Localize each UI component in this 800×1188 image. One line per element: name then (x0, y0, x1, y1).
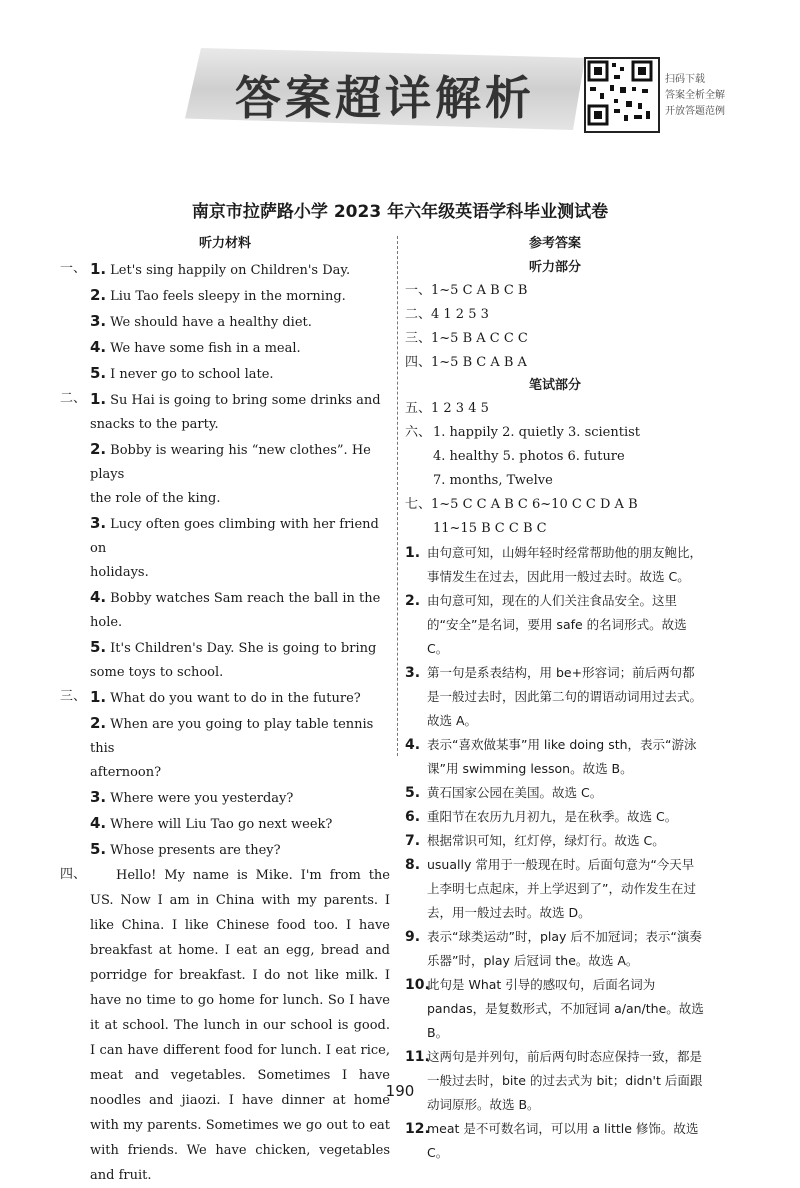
exam-title: 南京市拉萨路小学 2023 年六年级英语学科毕业测试卷 (191, 202, 609, 222)
explanation-item: 2. 由句意可知，现在的人们关注食品安全。这里的“安全”是名词，要用 safe 的名词形式。故选 C。 (405, 593, 687, 656)
list-item: 4. Bobby watches Sam reach the ball in the (90, 588, 381, 606)
answer-section-7: 七、1~5 C C A B C 6~10 C C D A B (405, 497, 638, 512)
answer-line: 4. healthy 5. photos 6. future (433, 449, 625, 464)
explanation-item: 7. 根据常识可知，红灯停，绿灯行。故选 C。 (405, 833, 665, 849)
section-4 (60, 863, 390, 1188)
answer-section-1: 一、1~5 C A B C B (405, 283, 528, 298)
list-item: 3. We should have a healthy diet. (90, 312, 312, 330)
list-item: 5. Whose presents are they? (90, 840, 281, 858)
section-3 (60, 685, 390, 863)
section-mark: 四、 (60, 867, 87, 882)
answer-key-heading: 参考答案 (528, 236, 581, 251)
list-item: 5. I never go to school late. (90, 364, 274, 382)
section-mark: 二、 (60, 391, 87, 406)
section-2 (60, 387, 390, 685)
answer-section-2: 二、4 1 2 5 3 (405, 307, 489, 322)
list-item-continued: snacks to the party. (90, 417, 219, 432)
answer-section-7-continued: 11~15 B C C B C (433, 521, 547, 536)
list-item-continued: some toys to school. (90, 665, 224, 680)
qr-caption-line2: 答案全析全解 (665, 90, 725, 101)
listening-part-heading: 听力部分 (528, 260, 581, 275)
answer-section-3: 三、1~5 B A C C C (405, 331, 528, 346)
list-item-continued: afternoon? (90, 765, 162, 780)
listening-passage: Hello! My name is Mike. I'm from the US. Now I am in China with my parents. I like China. I like Chinese food too. I have breakfast at home. I eat an egg, bread and porridge for breakfast. I do not like milk. I have no time to go home for lunch. So I have it at school. The lunch in our school is good. I can have different food for lunch. I eat rice, meat and vegetables. Sometimes I have noodles and jiaozi. I have dinner at home with my parents. Sometimes we go out to eat with friends. We have chicken, vegetables and fruit. (90, 868, 390, 1183)
section-mark: 六、 (405, 425, 432, 440)
list-item-continued: the role of the king. (90, 491, 221, 506)
explanation-item: 9. 表示“球类运动”时，play 后不加冠词；表示“演奏乐器”时，play 后冠词 the。故选 A。 (405, 929, 702, 968)
page-number: 190 (385, 1082, 415, 1100)
explanation-item: 3. 第一句是系表结构，用 be+形容词；前后两句都是一般过去时，因此第二句的谓语动词用过去式。故选 A。 (405, 665, 703, 728)
explanation-item: 6. 重阳节在农历九月初九，是在秋季。故选 C。 (405, 809, 678, 825)
list-item: 2. Liu Tao feels sleepy in the morning. (90, 286, 346, 304)
qr-code-icon[interactable] (584, 57, 660, 133)
list-item: 3. Lucy often goes climbing with her friend on (90, 514, 379, 556)
answer-section-5: 五、1 2 3 4 5 (405, 401, 489, 416)
list-item-continued: holidays. (90, 565, 149, 580)
list-item: 3. Where were you yesterday? (90, 788, 294, 806)
list-item-continued: hole. (90, 615, 123, 630)
explanation-item: 12. meat 是不可数名词，可以用 a little 修饰。故选 C。 (405, 1121, 699, 1160)
qr-caption (665, 72, 725, 120)
qr-caption-line1: 扫码下载 (665, 74, 705, 85)
banner-title: 答案超详解析 (235, 71, 535, 125)
explanation-item: 8. usually 常用于一般现在时。后面句意为“今天早上李明七点起床，并上学迟到了”，动作发生在过去，用一般过去时。故选 D。 (405, 857, 696, 920)
answer-line: 7. months, Twelve (433, 473, 553, 488)
section-1 (60, 257, 390, 387)
section-mark: 一、 (60, 261, 87, 276)
list-item: 5. It's Children's Day. She is going to bring (90, 638, 377, 656)
list-item: 4. Where will Liu Tao go next week? (90, 814, 333, 832)
listening-material-heading: 听力材料 (198, 236, 251, 251)
explanation-item: 5. 黄石国家公园在美国。故选 C。 (405, 785, 603, 801)
list-item: 4. We have some fish in a meal. (90, 338, 301, 356)
answer-section-6 (405, 421, 705, 493)
qr-caption-line3: 开放答题范例 (665, 106, 725, 117)
explanation-item: 11. 这两句是并列句，前后两句时态应保持一致，都是一般过去时，bite 的过去式为 bit；didn't 后面跟动词原形。故选 B。 (405, 1049, 703, 1112)
list-item: 1. Su Hai is going to bring some drinks and (90, 390, 381, 408)
writing-part-heading: 笔试部分 (528, 378, 581, 393)
column-divider (397, 236, 398, 756)
answer-line: 1. happily 2. quietly 3. scientist (433, 425, 641, 440)
section-mark: 三、 (60, 689, 87, 704)
explanation-item: 4. 表示“喜欢做某事”用 like doing sth，表示“游泳课”用 swimming lesson。故选 B。 (405, 737, 697, 776)
list-item: 2. Bobby is wearing his “new clothes”. He plays (90, 440, 371, 482)
explanation-item: 10. 此句是 What 引导的感叹句，后面名词为 pandas，是复数形式，不加冠词 a/an/the。故选 B。 (405, 977, 704, 1040)
listening-material-column (60, 232, 390, 1188)
answer-section-4: 四、1~5 B C A B A (405, 355, 527, 370)
list-item: 1. What do you want to do in the future? (90, 688, 361, 706)
explanation-item: 1. 由句意可知，山姆年轻时经常帮助他的朋友鲍比，事情发生在过去，因此用一般过去时。故选 C。 (405, 545, 703, 584)
answer-key-column (405, 232, 705, 1165)
list-item: 2. When are you going to play table tennis this (90, 714, 374, 756)
list-item: 1. Let's sing happily on Children's Day. (90, 260, 351, 278)
